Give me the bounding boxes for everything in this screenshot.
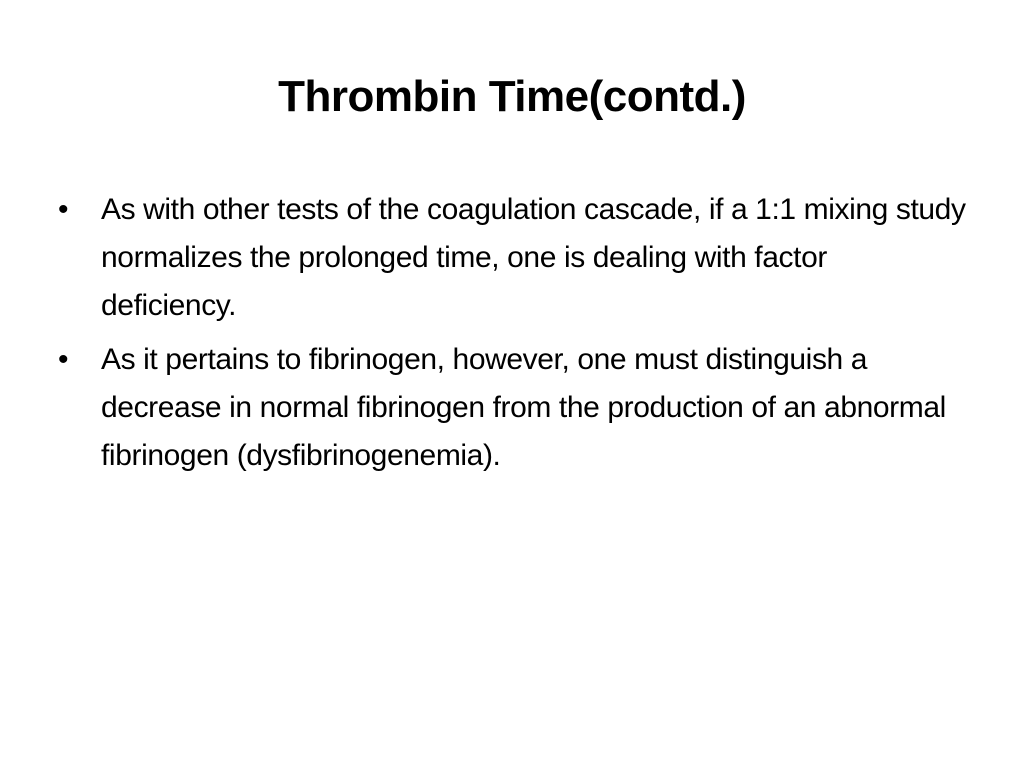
bullet-list <box>58 186 968 486</box>
bullet-dot-icon: • <box>58 343 69 376</box>
slide-title: Thrombin Time(contd.) <box>278 72 746 121</box>
bullet-text: As it pertains to fibrinogen, however, one must distinguish a decrease in normal fibrinogen from the production of an abnormal fibrinogen (dysfibrinogenemia). <box>101 343 946 472</box>
bullet-item <box>58 336 968 480</box>
bullet-item <box>58 186 968 330</box>
bullet-text: As with other tests of the coagulation cascade, if a 1:1 mixing study normalizes the prolonged time, one is dealing with factor deficiency. <box>101 193 966 322</box>
bullet-dot-icon: • <box>58 193 69 226</box>
